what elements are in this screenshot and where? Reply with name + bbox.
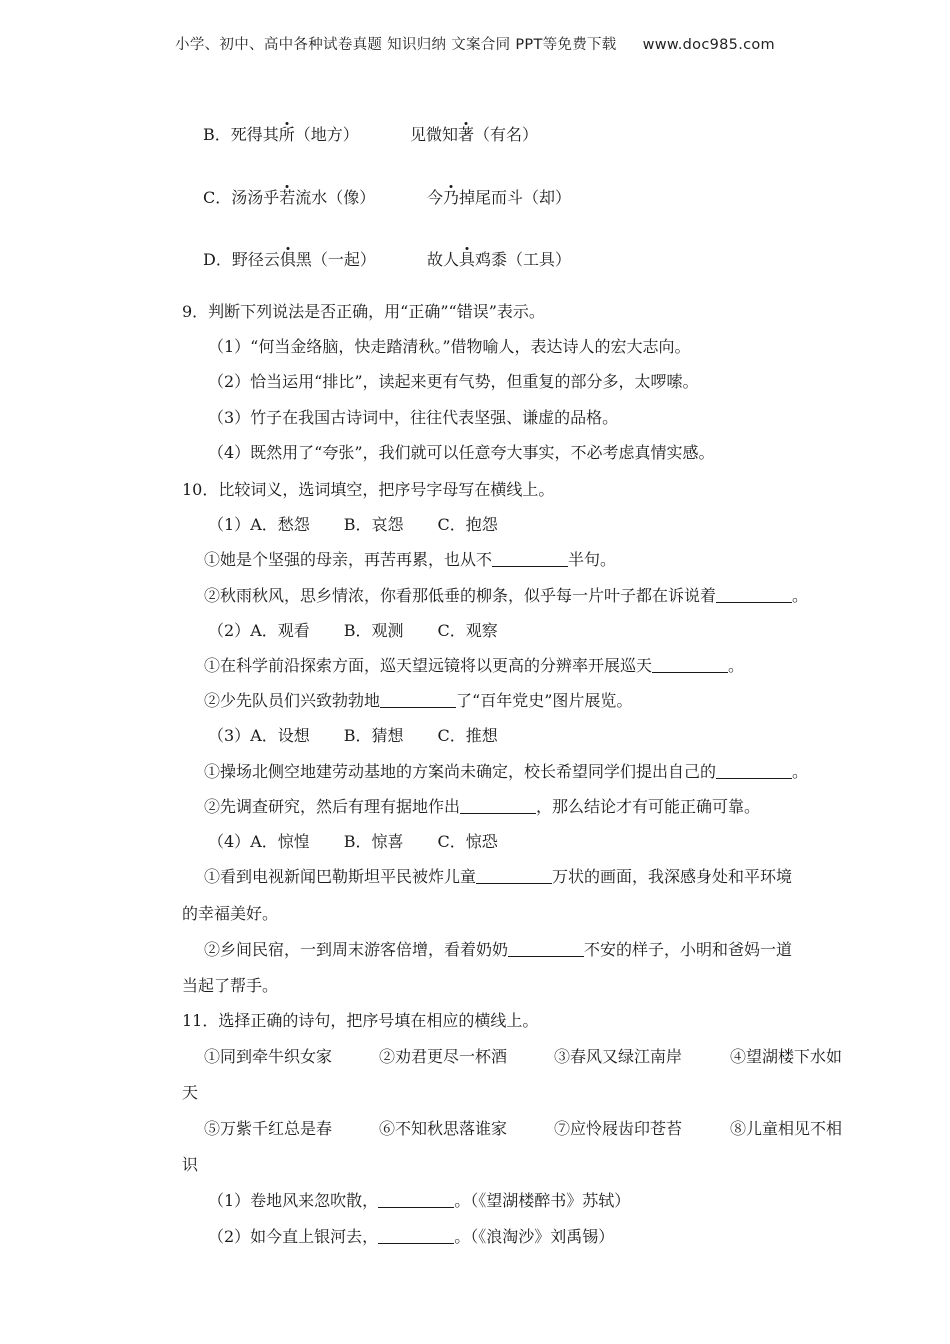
emphasis-dot-char: 具 [459, 250, 476, 269]
emphasis-dot-char: 俱 [279, 250, 296, 269]
sentence [204, 586, 808, 606]
header-text: 小学、初中、高中各种试卷真题 知识归纳 文案合同 PPT等免费下载 [175, 37, 617, 53]
answer-blank[interactable] [476, 867, 552, 884]
sentence [204, 797, 760, 817]
answer-blank[interactable] [380, 691, 456, 708]
option-text: （地方） [294, 125, 359, 144]
sentence [204, 762, 808, 782]
sentence-text: ②先调查研究，然后有理有据地作出 [204, 797, 461, 816]
emphasis-dot-char: 乃 [443, 188, 460, 207]
question-9-item: （1）“何当金络脑，快走踏清秋。”借物喻人，表达诗人的宏大志向。 [208, 337, 691, 356]
option-d-part2 [427, 250, 571, 270]
sentence-text: ②少先队员们兴致勃勃地 [204, 691, 381, 710]
sentence-text: 了“百年党史”图片展览。 [456, 691, 633, 710]
choice-c: C．推想 [437, 726, 498, 745]
choice-b: B．惊喜 [343, 832, 404, 851]
choice-a: A．愁怨 [250, 515, 310, 534]
sentence-text: 。 [792, 586, 809, 605]
option-b [203, 125, 359, 145]
group-number: （1） [208, 515, 251, 534]
sentence-text: 。（《望湖楼醉书》苏轼） [454, 1191, 631, 1210]
poem-option: ⑧儿童相见不相 [730, 1119, 843, 1138]
choice-b: B．哀怨 [343, 515, 404, 534]
choice-group-3 [208, 726, 498, 746]
option-label: C． [203, 188, 232, 207]
choice-c: C．惊恐 [437, 832, 498, 851]
option-c-part2 [427, 188, 571, 208]
emphasis-dot-char: 所 [278, 125, 295, 144]
page-header [0, 33, 950, 54]
poem-option: ①同到牵牛织女家 [204, 1047, 333, 1066]
poem-option-continuation: 天 [182, 1083, 199, 1102]
option-label: B． [203, 125, 231, 144]
poem-option-continuation: 识 [182, 1155, 199, 1174]
sentence-text: 。 [792, 762, 809, 781]
option-text: 死得其 [230, 125, 279, 144]
sentence [204, 691, 632, 711]
group-number: （4） [208, 832, 251, 851]
option-d [203, 250, 376, 270]
option-text: 野径云 [231, 250, 280, 269]
sentence-text: ①看到电视新闻巴勒斯坦平民被炸儿童 [204, 867, 477, 886]
sentence-text: ①她是个坚强的母亲，再苦再累，也从不 [204, 550, 493, 569]
answer-blank[interactable] [652, 656, 728, 673]
sentence-text: 。 [728, 656, 745, 675]
emphasis-dot-char: 若 [279, 188, 296, 207]
sentence [204, 940, 792, 960]
sentence-text: ①操场北侧空地建劳动基地的方案尚未确定，校长希望同学们提出自己的 [204, 762, 717, 781]
sentence-continuation: 的幸福美好。 [182, 904, 279, 923]
choice-a: A．惊惶 [250, 832, 310, 851]
option-text: 黑（一起） [295, 250, 376, 269]
answer-blank[interactable] [508, 940, 584, 957]
answer-blank[interactable] [716, 762, 792, 779]
choice-c: C．抱怨 [437, 515, 498, 534]
poem-option: ④望湖楼下水如 [730, 1047, 843, 1066]
sentence-text: 万状的画面，我深感身处和平环境 [552, 867, 793, 886]
group-number: （3） [208, 726, 251, 745]
option-b-part2 [410, 125, 538, 145]
sentence-text: ②秋雨秋风，思乡情浓，你看那低垂的柳条，似乎每一片叶子都在诉说着 [204, 586, 717, 605]
fill-line [208, 1227, 614, 1247]
question-9-item: （3）竹子在我国古诗词中，往往代表坚强、谦虚的品格。 [208, 408, 619, 427]
option-c [203, 188, 375, 208]
question-9-item: （2）恰当运用“排比”，读起来更有气势，但重复的部分多，太啰嗦。 [208, 372, 699, 391]
poem-option: ⑦应怜屐齿印苍苔 [554, 1119, 683, 1138]
choice-a: A．观看 [250, 621, 310, 640]
sentence-text: （1）卷地风来忽吹散， [208, 1191, 379, 1210]
choice-b: B．猜想 [343, 726, 404, 745]
option-text: 见微知 [410, 125, 459, 144]
answer-blank[interactable] [716, 586, 792, 603]
sentence-text: 半句。 [568, 550, 617, 569]
sentence-text: 不安的样子，小明和爸妈一道 [584, 940, 793, 959]
option-text: （有名） [474, 125, 539, 144]
option-text: 汤汤乎 [231, 188, 280, 207]
sentence [204, 656, 744, 676]
question-11-title: 11．选择正确的诗句，把序号填在相应的横线上。 [182, 1011, 539, 1030]
answer-blank[interactable] [378, 1227, 454, 1244]
option-text: 掉尾而斗（却） [459, 188, 572, 207]
sentence-text: ，那么结论才有可能正确可靠。 [536, 797, 761, 816]
sentence-text: ①在科学前沿探索方面，巡天望远镜将以更高的分辨率开展巡天 [204, 656, 653, 675]
poem-option: ⑥不知秋思落谁家 [379, 1119, 508, 1138]
sentence-continuation: 当起了帮手。 [182, 976, 279, 995]
sentence-text: （2）如今直上银河去， [208, 1227, 379, 1246]
answer-blank[interactable] [378, 1191, 454, 1208]
answer-blank[interactable] [492, 550, 568, 567]
choice-c: C．观察 [437, 621, 498, 640]
option-text: 鸡黍（工具） [475, 250, 572, 269]
sentence-text: ②乡间民宿，一到周末游客倍增，看着奶奶 [204, 940, 509, 959]
header-url[interactable]: www.doc985.com [642, 37, 775, 53]
poem-option: ②劝君更尽一杯酒 [379, 1047, 508, 1066]
sentence [204, 867, 792, 887]
option-text: 故人 [427, 250, 460, 269]
sentence-text: 。（《浪淘沙》刘禹锡） [454, 1227, 615, 1246]
choice-group-1 [208, 515, 498, 535]
choice-b: B．观测 [343, 621, 404, 640]
choice-group-4 [208, 832, 498, 852]
option-text: 今 [427, 188, 444, 207]
fill-line [208, 1191, 630, 1211]
option-label: D． [203, 250, 232, 269]
question-9-item: （4）既然用了“夸张”，我们就可以任意夸大事实，不必考虑真情实感。 [208, 443, 715, 462]
choice-a: A．设想 [250, 726, 310, 745]
question-10-title: 10．比较词义，选词填空，把序号字母写在横线上。 [182, 480, 555, 499]
answer-blank[interactable] [460, 797, 536, 814]
option-text: 流水（像） [295, 188, 376, 207]
emphasis-dot-char: 著 [458, 125, 475, 144]
question-9-title: 9．判断下列说法是否正确，用“正确”“错误”表示。 [182, 302, 545, 321]
choice-group-2 [208, 621, 498, 641]
sentence [204, 550, 616, 570]
poem-option: ③春风又绿江南岸 [554, 1047, 683, 1066]
poem-option: ⑤万紫千红总是春 [204, 1119, 333, 1138]
group-number: （2） [208, 621, 251, 640]
